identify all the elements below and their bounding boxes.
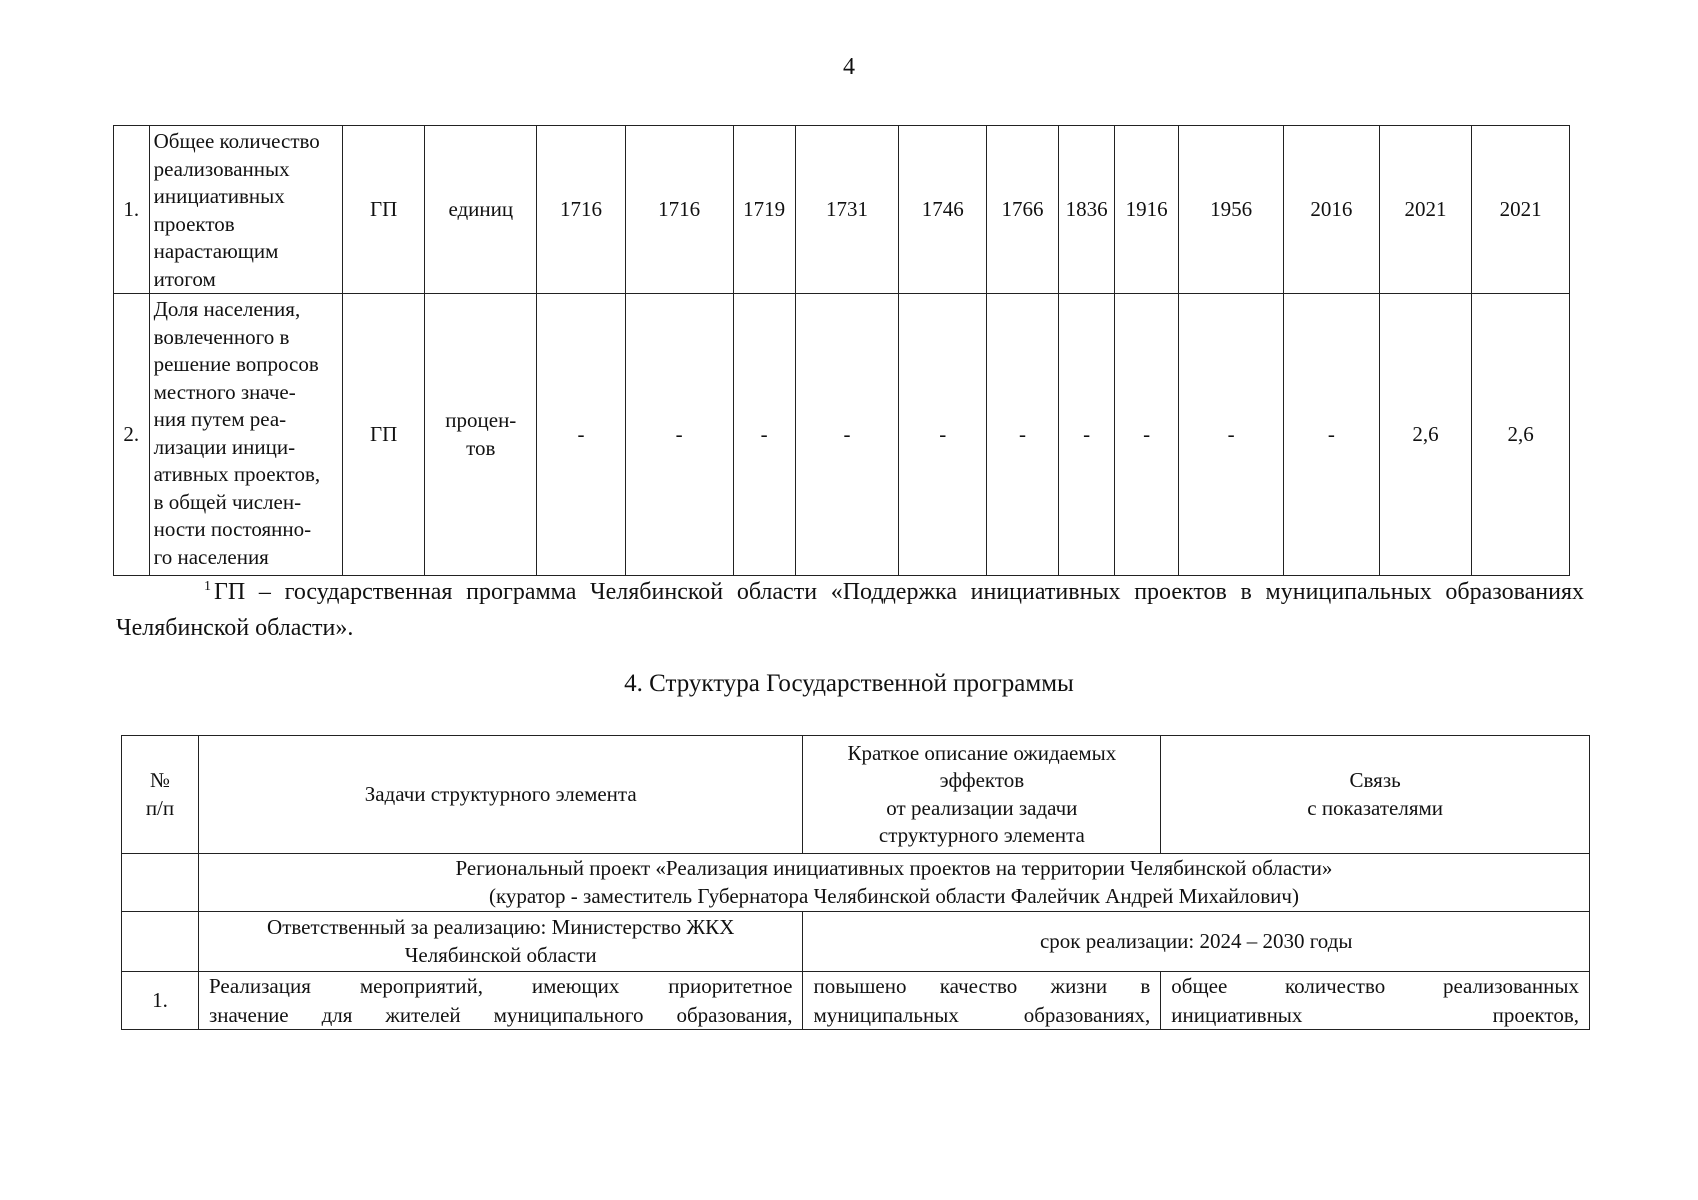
- value-cell: 2,6: [1379, 294, 1472, 576]
- value-cell: 1916: [1115, 126, 1179, 294]
- value-cell: 1731: [795, 126, 899, 294]
- value-cell: 1719: [733, 126, 795, 294]
- header-number: № п/п: [122, 736, 199, 854]
- row-number: 1.: [122, 972, 199, 1030]
- unit-cell: единиц: [425, 126, 537, 294]
- value-cell: 1716: [625, 126, 733, 294]
- term-cell: срок реализации: 2024 – 2030 годы: [803, 912, 1590, 972]
- value-cell: -: [795, 294, 899, 576]
- footnote-marker: 1: [204, 579, 211, 594]
- unit-cell: процен- тов: [425, 294, 537, 576]
- value-cell: 2021: [1472, 126, 1570, 294]
- header-link: Связь с показателями: [1161, 736, 1590, 854]
- effect-cell: повышено качество жизни в муниципальных образованиях,: [803, 972, 1161, 1030]
- value-cell: 1836: [1059, 126, 1115, 294]
- value-cell: 2021: [1379, 126, 1472, 294]
- value-cell: -: [537, 294, 626, 576]
- section-title: 4. Структура Государственной программы: [624, 670, 1074, 697]
- empty-cell: [122, 912, 199, 972]
- row-number: 1.: [114, 126, 150, 294]
- table-row: [122, 972, 1590, 1030]
- value-cell: -: [625, 294, 733, 576]
- value-cell: -: [1059, 294, 1115, 576]
- header-tasks: Задачи структурного элемента: [198, 736, 803, 854]
- table-header-row: [122, 736, 1590, 854]
- responsible-cell: Ответственный за реализацию: Министерство ЖКХ Челябинской области: [198, 912, 803, 972]
- value-cell: -: [899, 294, 987, 576]
- value-cell: 1716: [537, 126, 626, 294]
- project-row: [122, 854, 1590, 912]
- link-cell: общее количество реализованных инициативных проектов,: [1161, 972, 1590, 1030]
- value-cell: -: [1115, 294, 1179, 576]
- value-cell: -: [1179, 294, 1284, 576]
- value-cell: 1956: [1179, 126, 1284, 294]
- row-number: 2.: [114, 294, 150, 576]
- value-cell: 2,6: [1472, 294, 1570, 576]
- indicator-name: Доля населения, вовлеченного в решение вопросов местного значе- ния путем реа- лизации иници- ативных проектов, в общей числен- ности постоянно- го населения: [149, 294, 342, 576]
- empty-cell: [122, 854, 199, 912]
- table-row: [114, 294, 1570, 576]
- task-cell: Реализация мероприятий, имеющих приоритетное значение для жителей муниципального образования,: [198, 972, 803, 1030]
- structure-table: [121, 735, 1590, 1030]
- page-number: 4: [843, 54, 855, 80]
- value-cell: -: [1284, 294, 1380, 576]
- source-cell: ГП: [342, 294, 424, 576]
- responsible-row: [122, 912, 1590, 972]
- header-effects: Краткое описание ожидаемых эффектов от реализации задачи структурного элемента: [803, 736, 1161, 854]
- table-row: [114, 126, 1570, 294]
- regional-project: Региональный проект «Реализация инициативных проектов на территории Челябинской области» (куратор - заместитель Губернатора Челябинской области Фалейчик Андрей Михайлович): [198, 854, 1589, 912]
- footnote: [116, 574, 1584, 646]
- indicators-table: [113, 125, 1570, 576]
- value-cell: -: [986, 294, 1058, 576]
- value-cell: 1746: [899, 126, 987, 294]
- indicator-name: Общее количество реализованных инициативных проектов нарастающим итогом: [149, 126, 342, 294]
- footnote-text: ГП – государственная программа Челябинской области «Поддержка инициативных проектов в муниципальных образованиях Челябинской области».: [116, 579, 1584, 641]
- value-cell: 2016: [1284, 126, 1380, 294]
- value-cell: -: [733, 294, 795, 576]
- source-cell: ГП: [342, 126, 424, 294]
- value-cell: 1766: [986, 126, 1058, 294]
